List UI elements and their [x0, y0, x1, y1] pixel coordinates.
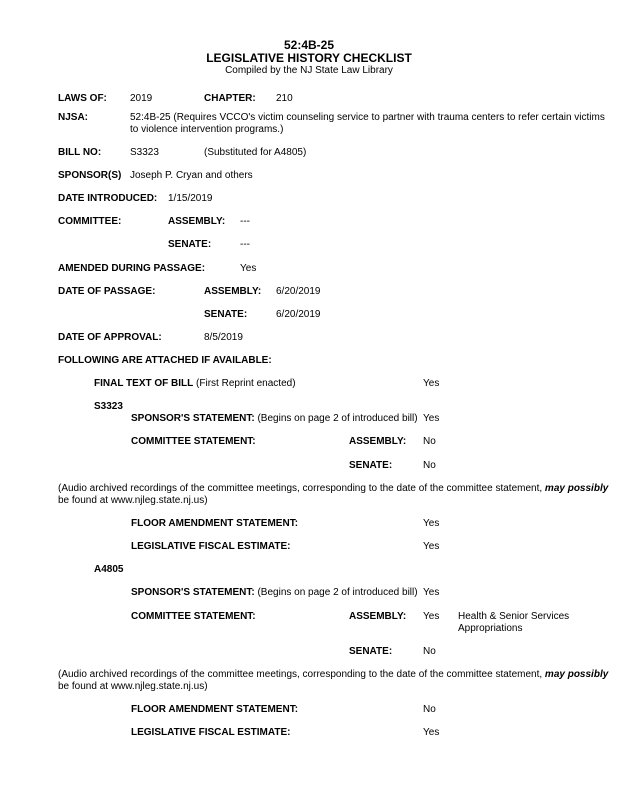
- s3323-fiscal-estimate-label: LEGISLATIVE FISCAL ESTIMATE:: [131, 541, 291, 552]
- njsa-value-line2: to violence intervention programs.): [130, 124, 284, 135]
- page-subtitle: Compiled by the NJ State Law Library: [225, 65, 393, 76]
- audio-note-text: (Audio archived recordings of the committee meetings, corresponding to the date of the committee statement,: [58, 669, 543, 680]
- date-of-approval-label: DATE OF APPROVAL:: [58, 332, 162, 343]
- citation: 52:4B-25: [283, 38, 335, 52]
- date-introduced-label: DATE INTRODUCED:: [58, 193, 158, 204]
- s3323-committee-senate-label: SENATE:: [349, 460, 393, 471]
- attached-heading: FOLLOWING ARE ATTACHED IF AVAILABLE:: [58, 355, 272, 366]
- s3323-committee-senate-value: No: [423, 460, 436, 471]
- passage-senate-value: 6/20/2019: [276, 309, 321, 320]
- committee-assembly-label: ASSEMBLY:: [168, 216, 226, 227]
- a4805-committee-senate-value: No: [423, 646, 436, 657]
- amended-value: Yes: [240, 263, 257, 274]
- sponsor-statement-label: SPONSOR'S STATEMENT:: [131, 413, 255, 424]
- a4805-committee-assembly-label: ASSEMBLY:: [349, 611, 407, 622]
- a4805-fiscal-estimate-label: LEGISLATIVE FISCAL ESTIMATE:: [131, 727, 291, 738]
- s3323-committee-assembly-label: ASSEMBLY:: [349, 436, 407, 447]
- date-of-passage-label: DATE OF PASSAGE:: [58, 286, 156, 297]
- s3323-audio-note-line2: be found at www.njleg.state.nj.us): [58, 495, 208, 506]
- passage-assembly-label: ASSEMBLY:: [204, 286, 262, 297]
- audio-note-emphasis: may possibly: [544, 669, 609, 680]
- committee-senate-value: ---: [240, 239, 250, 250]
- bill-number-a4805: A4805: [94, 564, 124, 575]
- final-text-label: FINAL TEXT OF BILL: [94, 378, 194, 389]
- a4805-assembly-committee-1: Health & Senior Services: [458, 611, 570, 622]
- a4805-audio-note-line1: [58, 669, 608, 681]
- bill-no-value: S3323: [130, 147, 159, 158]
- final-text-note: (First Reprint enacted): [196, 378, 296, 389]
- a4805-floor-amendment-label: FLOOR AMENDMENT STATEMENT:: [131, 704, 299, 715]
- a4805-committee-assembly-value: Yes: [423, 611, 440, 622]
- audio-note-text: (Audio archived recordings of the committee meetings, corresponding to the date of the committee statement,: [58, 483, 543, 494]
- bill-no-label: BILL NO:: [58, 147, 102, 158]
- a4805-committee-statement-label: COMMITTEE STATEMENT:: [131, 611, 256, 622]
- sponsors-value: Joseph P. Cryan and others: [130, 170, 253, 181]
- final-text-value: Yes: [423, 378, 440, 389]
- s3323-fiscal-estimate-value: Yes: [423, 541, 440, 552]
- s3323-committee-statement-label: COMMITTEE STATEMENT:: [131, 436, 256, 447]
- s3323-audio-note-line1: [58, 483, 608, 495]
- a4805-audio-note-line2: be found at www.njleg.state.nj.us): [58, 681, 208, 692]
- passage-senate-label: SENATE:: [204, 309, 248, 320]
- chapter-label: CHAPTER:: [204, 93, 256, 104]
- audio-note-emphasis: may possibly: [544, 483, 609, 494]
- bill-number-s3323: S3323: [94, 401, 123, 412]
- s3323-committee-assembly-value: No: [423, 436, 436, 447]
- committee-label: COMMITTEE:: [58, 216, 122, 227]
- date-of-approval-value: 8/5/2019: [204, 332, 243, 343]
- sponsor-statement-label: SPONSOR'S STATEMENT:: [131, 587, 255, 598]
- sponsors-label: SPONSOR(S): [58, 170, 122, 181]
- sponsor-statement-note: (Begins on page 2 of introduced bill): [257, 587, 418, 598]
- a4805-fiscal-estimate-value: Yes: [423, 727, 440, 738]
- a4805-sponsor-statement-row: [131, 587, 418, 599]
- committee-senate-label: SENATE:: [168, 239, 212, 250]
- page-title: LEGISLATIVE HISTORY CHECKLIST: [206, 51, 412, 65]
- date-introduced-value: 1/15/2019: [168, 193, 213, 204]
- s3323-floor-amendment-label: FLOOR AMENDMENT STATEMENT:: [131, 518, 299, 529]
- laws-of-value: 2019: [130, 93, 153, 104]
- a4805-sponsor-statement-value: Yes: [423, 587, 440, 598]
- s3323-sponsor-statement-value: Yes: [423, 413, 440, 424]
- s3323-sponsor-statement-row: [131, 413, 418, 425]
- njsa-value-line1: 52:4B-25 (Requires VCCO's victim counseling service to partner with trauma centers to refer certain victims: [130, 112, 605, 123]
- final-text-row: [94, 378, 296, 390]
- chapter-value: 210: [276, 93, 293, 104]
- a4805-floor-amendment-value: No: [423, 704, 436, 715]
- bill-no-note: (Substituted for A4805): [204, 147, 307, 158]
- a4805-committee-senate-label: SENATE:: [349, 646, 393, 657]
- committee-assembly-value: ---: [240, 216, 250, 227]
- s3323-floor-amendment-value: Yes: [423, 518, 440, 529]
- laws-of-label: LAWS OF:: [58, 93, 107, 104]
- amended-label: AMENDED DURING PASSAGE:: [58, 263, 206, 274]
- a4805-assembly-committee-2: Appropriations: [458, 623, 523, 634]
- njsa-label: NJSA:: [58, 112, 89, 123]
- passage-assembly-value: 6/20/2019: [276, 286, 321, 297]
- sponsor-statement-note: (Begins on page 2 of introduced bill): [257, 413, 418, 424]
